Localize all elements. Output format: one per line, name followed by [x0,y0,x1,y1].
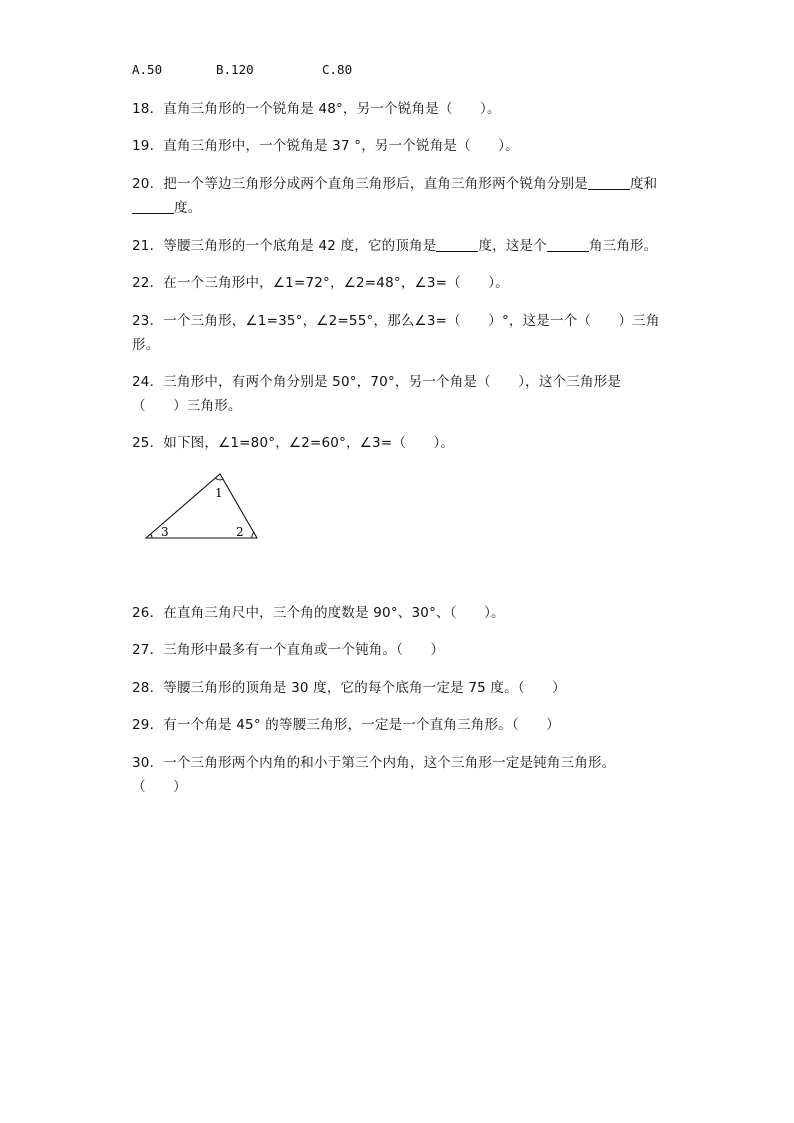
question-21-text-c: 角三角形。 [588,238,658,254]
question-20-text-c: 度。 [174,200,202,216]
question-23-line-2: 形。 [132,337,160,353]
question-20-line-1 [132,172,672,196]
question-24-line-2: （ ）三角形。 [132,398,242,414]
question-23-line-1: 23．一个三角形，∠1=35°，∠2=55°，那么∠3=（ ）°，这是一个（ ）三角 [132,313,660,329]
option-b: B.120 [216,62,254,77]
question-21-text-a: 21．等腰三角形的一个底角是 42 度，它的顶角是 [132,238,437,254]
question-18: 18．直角三角形的一个锐角是 48°，另一个锐角是（ ）。 [132,101,501,117]
question-30-line-2: （ ） [132,779,187,795]
answer-blank [436,237,478,252]
option-a: A.50 [132,62,163,77]
question-20-text-b: 度和 [629,176,658,192]
question-22: 22．在一个三角形中，∠1=72°，∠2=48°，∠3=（ ）。 [132,275,509,291]
question-29: 29．有一个角是 45° 的等腰三角形，一定是一个直角三角形。（ ） [132,717,560,733]
angle-2-arc [252,532,255,538]
question-26: 26．在直角三角尺中，三个角的度数是 90°、30°、（ ）。 [132,605,505,621]
question-27: 27．三角形中最多有一个直角或一个钝角。（ ） [132,642,445,658]
question-24-line-1: 24．三角形中，有两个角分别是 50°，70°，另一个角是（ ），这个三角形是 [132,374,622,390]
answer-blank [588,175,630,190]
angle-3-arc [151,534,153,538]
question-20-text-a: 20．把一个等边三角形分成两个直角三角形后，直角三角形两个锐角分别是 [132,176,588,192]
question-21-text-b: 度，这是个 [478,238,547,254]
triangle-diagram [140,468,270,548]
angle-2-label: 2 [236,525,244,539]
question-30-line-1: 30．一个三角形两个内角的和小于第三个内角，这个三角形一定是钝角三角形。 [132,755,616,771]
answer-blank [547,237,589,252]
question-28: 28．等腰三角形的顶角是 30 度，它的每个底角一定是 75 度。（ ） [132,680,566,696]
question-20-line-2 [132,196,672,220]
question-19: 19．直角三角形中，一个锐角是 37 °，另一个锐角是（ ）。 [132,138,519,154]
answer-blank [132,199,174,214]
angle-1-label: 1 [215,486,223,500]
question-25: 25．如下图，∠1=80°，∠2=60°，∠3=（ ）。 [132,435,455,451]
angle-3-label: 3 [161,525,169,539]
triangle-figure [140,468,270,552]
option-c: C.80 [322,62,353,77]
question-21 [132,234,672,258]
